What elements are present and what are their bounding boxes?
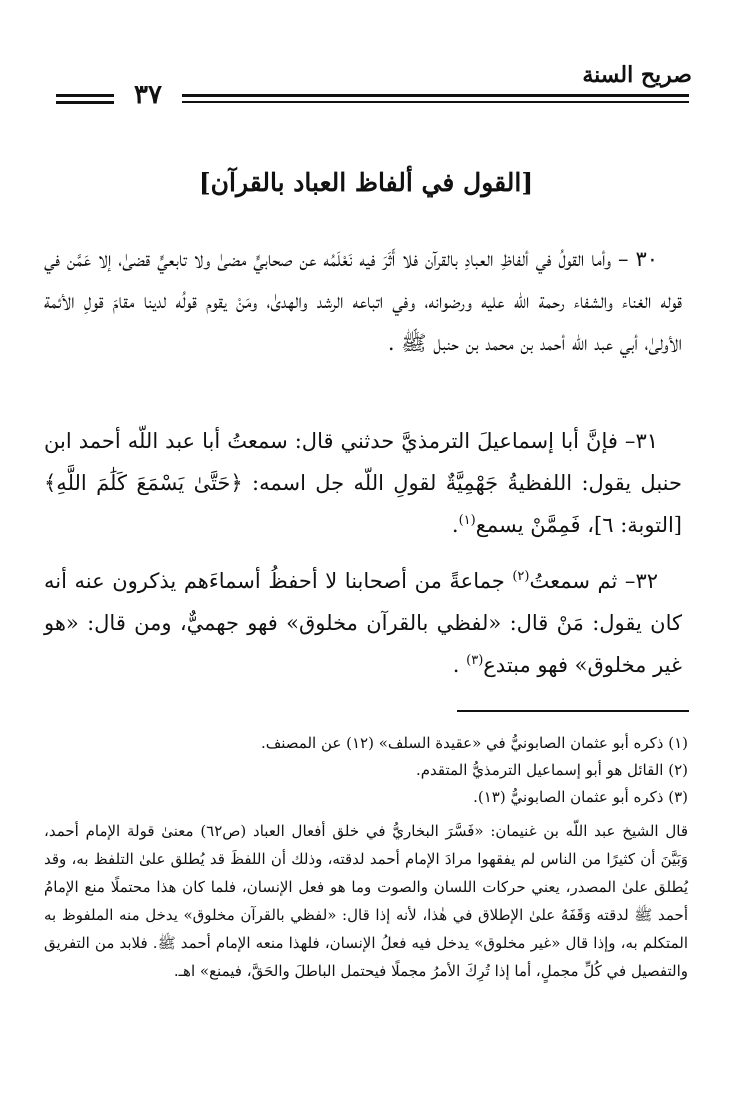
footnote-ref[interactable]: (١) [458, 513, 476, 528]
footnote-2: (٢) القائل هو أبو إسماعيل الترمذيُّ المتقدم. [415, 761, 688, 779]
footnote-1: (١) ذكره أبو عثمان الصابونيُّ في «عقيدة السلف» (١٢) عن المصنف. [260, 734, 688, 752]
header-rule [182, 101, 689, 103]
header-rule [56, 94, 114, 97]
paragraph-end: . [451, 513, 459, 537]
footnote-separator [457, 710, 689, 712]
footnote-ref[interactable]: (٣) [466, 653, 484, 668]
paragraph-end: . [452, 653, 467, 677]
paragraph-31 [44, 420, 682, 546]
paragraph-text: ٣٠ – وأما القولُ في ألفاظِ العبادِ بالقرآن فلا أَثَرَ فيه نَعْلَمُه عن صحابيٍّ مضىٰ ولا تابعيٍّ قضىٰ، إلا عَمَّن في قوله الغناء والشفاء رحمة اللّه عليه ورضوانه، وفي اتباعه الرشد والهدىٰ، ومَنْ يقوم قولُه لدينا مقامَ قولِ الأئمة الأولىٰ، أبي عبد اللّه أحمد بن محمد بن حنبل ﷺ . [44, 247, 682, 355]
section-heading: [القول في ألفاظ العباد بالقرآن] [198, 168, 534, 197]
page-number: ٣٧ [118, 78, 178, 112]
paragraph-30 [44, 238, 682, 364]
footnote-3: (٣) ذكره أبو عثمان الصابونيُّ (١٣). [473, 788, 688, 806]
paragraph-text [44, 560, 682, 686]
paragraph-text [44, 420, 682, 546]
footnotes [44, 730, 688, 985]
paragraph-text-part: ٣١– فإنَّ أبا إسماعيلَ الترمذيَّ حدثني قال: سمعتُ أبا عبد اللّه أحمد ابن حنبل يقول: اللفظيةُ جَهْمِيَّةٌ لقولِ اللّه جل اسمه: ﴿حَتَّىٰ يَسْمَعَ كَلَٰمَ اللَّهِ﴾ [التوبة: ٦]، فَمِمَّنْ يسمع [44, 429, 682, 537]
header-rule [56, 101, 114, 104]
paragraph-text-part: جماعةً من أصحابنا لا أحفظُ أسماءَهم يذكرون عنه أنه كان يقول: مَنْ قال: «لفظي بالقرآن مخلوق» فهو جهميٌّ، ومن قال: «هو غير مخلوق» فهو مبتدع [44, 569, 682, 677]
paragraph-32 [44, 560, 682, 686]
paragraph-text-part: ٣٢– ثم سمعتُ [529, 569, 658, 593]
footnote-ref[interactable]: (٢) [512, 569, 530, 584]
header-rule [182, 94, 689, 97]
footnote-commentary: قال الشيخ عبد اللّه بن غنيمان: «فَسَّرَ البخاريُّ في خلق أفعال العباد (ص٦٢) معنىٰ قولة الإمام أحمد، وَبَيَّنَ أن كثيرًا من الناس لم يفقهوا مرادَ الإمام أحمد لدقته، وذلك أن اللفظَ قد يُطلق علىٰ التلفظ به، وقد يُطلق علىٰ المصدر، يعني حركات اللسان والصوت وما هو فعل الإنسان، فلما كان هذا محتملًا منع الإمامُ أحمد ﷺ لدقته وَقَفَهُ علىٰ الإطلاق في هٰذا، لأنه إذا قال: «لفظي بالقرآن مخلوق» يدخل منه الملفوظ به المتكلم به، وإذا قال «غير مخلوق» يدخل فيه فعلُ الإنسان، فلهذا منعه الإمام أحمد ﷺ. فلابد من التفريق والتفصيل في كُلِّ مجملٍ، أما إذا تُرِكَ الأمرُ مجملًا فيحتمل الباطلَ والحَقَّ، فيمنع» اهـ. [44, 822, 688, 980]
running-title: صريح السنة [582, 62, 692, 88]
